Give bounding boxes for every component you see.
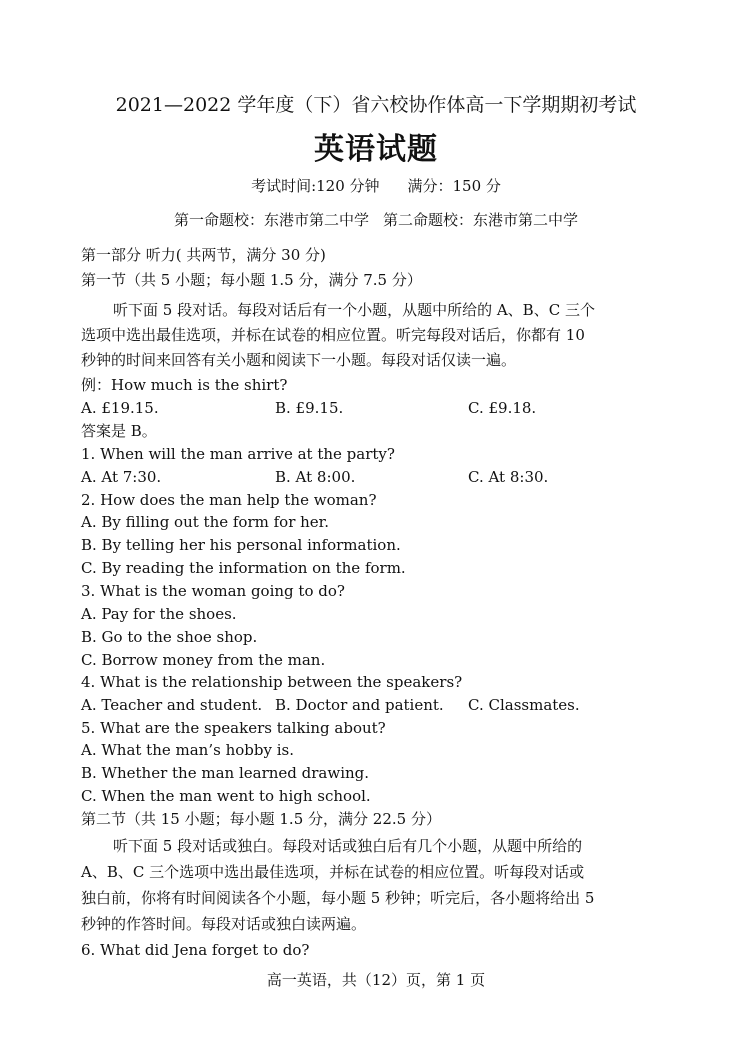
q2-option-c: C. By reading the information on the form. [81,559,406,577]
question-1: 1. When will the man arrive at the party? [81,445,395,463]
example-answer: 答案是 B。 [81,422,157,440]
page-footer: 高一英语，共（12）页，第 1 页 [266,971,486,989]
section2-title: 第二节（共 15 小题；每小题 1.5 分，满分 22.5 分） [81,810,441,828]
q3-option-b: B. Go to the shoe shop. [81,628,258,646]
question-5: 5. What are the speakers talking about? [81,719,386,737]
instructions2-line-4: 秒钟的作答时间。每段对话或独白读两遍。 [81,915,367,933]
q1-option-c: C. At 8:30. [468,468,549,486]
q4-option-b: B. Doctor and patient. [275,696,444,714]
example-option-b: B. £9.15. [275,399,344,417]
q5-option-c: C. When the man went to high school. [81,787,371,805]
q1-option-a: A. At 7:30. [81,468,162,486]
example-option-a: A. £19.15. [81,399,159,417]
q2-option-a: A. By filling out the form for her. [81,513,329,531]
exam-title: 2021—2022 学年度（下）省六校协作体高一下学期期初考试 [115,94,637,116]
q5-option-a: A. What the man’s hobby is. [81,741,294,759]
exam-score: 满分：150 分 [407,177,501,195]
setter-schools [0,210,752,230]
q4-option-a: A. Teacher and student. [81,696,263,714]
instructions2-line-2: A、B、C 三个选项中选出最佳选项，并标在试卷的相应位置。听每段对话或 [81,863,585,881]
q4-option-c: C. Classmates. [468,696,580,714]
question-4: 4. What is the relationship between the speakers? [81,673,463,691]
q3-option-c: C. Borrow money from the man. [81,651,326,669]
question-6: 6. What did Jena forget to do? [81,941,310,959]
question-3: 3. What is the woman going to do? [81,582,345,600]
example-option-c: C. £9.18. [468,399,537,417]
q3-option-a: A. Pay for the shoes. [81,605,237,623]
instructions2-line-3: 独白前，你将有时间阅读各个小题，每小题 5 秒钟；听完后，各小题将给出 5 [81,889,595,907]
question-2: 2. How does the man help the woman? [81,491,377,509]
school-2: 第二命题校：东港市第二中学 [383,211,579,229]
instructions-line-1: 听下面 5 段对话。每段对话后有一个小题，从题中所给的 A、B、C 三个 [113,301,595,319]
exam-time: 考试时间:120 分钟 [251,177,380,195]
subject-title: 英语试题 [314,132,438,167]
q1-option-b: B. At 8:00. [275,468,356,486]
example-question: 例：How much is the shirt? [81,376,288,394]
instructions-line-2: 选项中选出最佳选项，并标在试卷的相应位置。听完每段对话后，你都有 10 [81,326,585,344]
q5-option-b: B. Whether the man learned drawing. [81,764,370,782]
instructions-line-3: 秒钟的时间来回答有关小题和阅读下一小题。每段对话仅读一遍。 [81,351,517,369]
instructions2-line-1: 听下面 5 段对话或独白。每段对话或独白后有几个小题，从题中所给的 [113,837,583,855]
part1-title: 第一部分 听力( 共两节，满分 30 分) [81,246,326,264]
q2-option-b: B. By telling her his personal information. [81,536,401,554]
school-1: 第一命题校：东港市第二中学 [173,211,369,229]
exam-info [0,176,752,196]
section1-title: 第一节（共 5 小题；每小题 1.5 分，满分 7.5 分） [81,271,422,289]
